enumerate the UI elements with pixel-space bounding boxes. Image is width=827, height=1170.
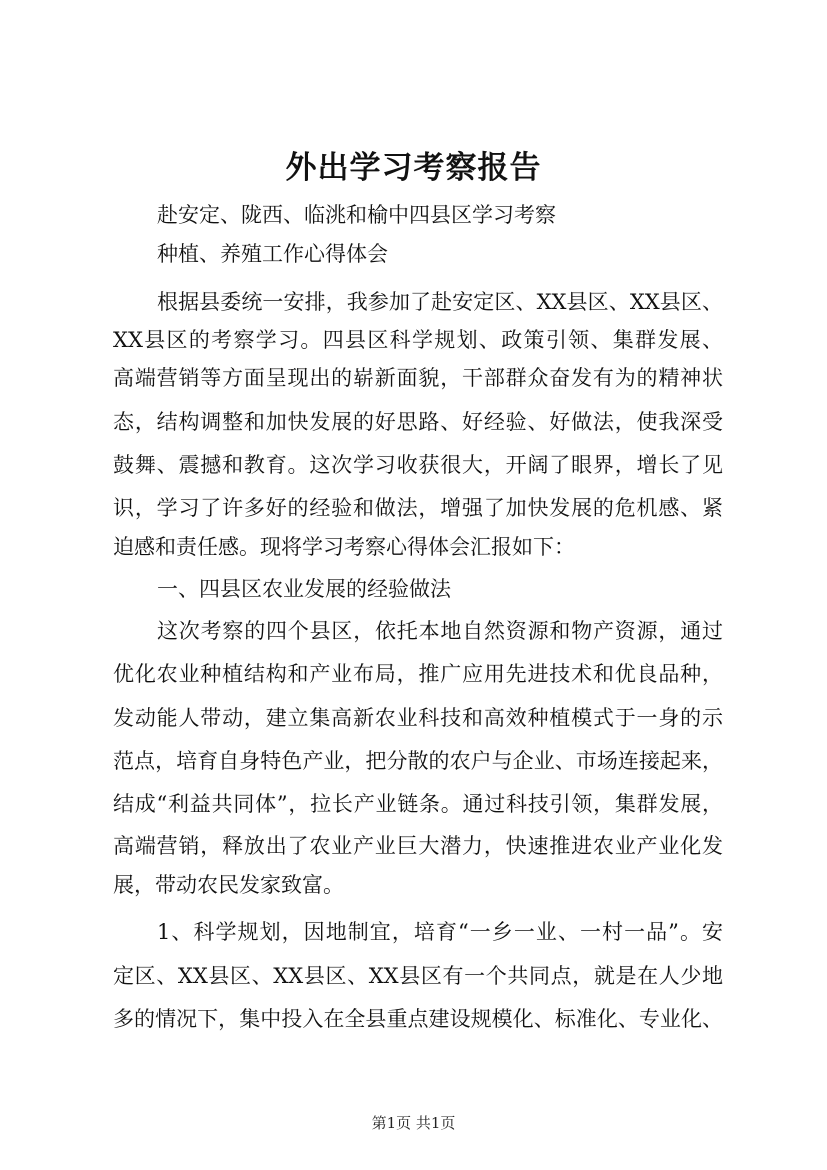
paragraph-line: XX县区的考察学习。四县区科学规划、政策引领、集群发展、 xyxy=(113,328,723,352)
paragraph-line: 优化农业种植结构和产业布局，推广应用先进技术和优良品种， xyxy=(113,662,723,686)
paragraph-line: 结成“利益共同体”，拉长产业链条。通过科技引领，集群发展， xyxy=(113,792,723,816)
paragraph-line: 态，结构调整和加快发展的好思路、好经验、好做法，使我深受 xyxy=(113,410,723,434)
page-footer: 第1页 共1页 xyxy=(371,1114,456,1132)
paragraph-line: 这次考察的四个县区，依托本地自然资源和物产资源，通过 xyxy=(157,619,723,643)
paragraph-line: 迫感和责任感。现将学习考察心得体会汇报如下： xyxy=(113,535,575,559)
subtitle-line: 赴安定、陇西、临洮和榆中四县区学习考察 xyxy=(157,203,556,227)
paragraph-line: 识，学习了许多好的经验和做法，增强了加快发展的危机感、紧 xyxy=(113,496,723,520)
document-title: 外出学习考察报告 xyxy=(285,150,542,186)
paragraph-line: 根据县委统一安排，我参加了赴安定区、XX县区、XX县区、 xyxy=(157,290,723,314)
paragraph-line: 发动能人带动，建立集高新农业科技和高效种植模式于一身的示 xyxy=(113,706,723,730)
paragraph-line: 高端营销，释放出了农业产业巨大潜力，快速推进农业产业化发 xyxy=(113,834,723,858)
paragraph-line: 范点，培育自身特色产业，把分散的农户与企业、市场连接起来， xyxy=(113,749,723,773)
paragraph-line: 1、科学规划，因地制宜，培育“一乡一业、一村一品”。安 xyxy=(157,920,723,944)
paragraph-line: 高端营销等方面呈现出的崭新面貌，干部群众奋发有为的精神状 xyxy=(113,366,723,390)
paragraph-line: 定区、XX县区、XX县区、XX县区有一个共同点，就是在人少地 xyxy=(113,964,723,988)
subtitle-line: 种植、养殖工作心得体会 xyxy=(157,242,388,266)
paragraph-line: 多的情况下，集中投入在全县重点建设规模化、标准化、专业化、 xyxy=(113,1007,723,1031)
section-heading: 一、四县区农业发展的经验做法 xyxy=(157,577,451,601)
paragraph-line: 展，带动农民发家致富。 xyxy=(113,873,344,897)
paragraph-line: 鼓舞、震撼和教育。这次学习收获很大，开阔了眼界，增长了见 xyxy=(113,453,723,477)
